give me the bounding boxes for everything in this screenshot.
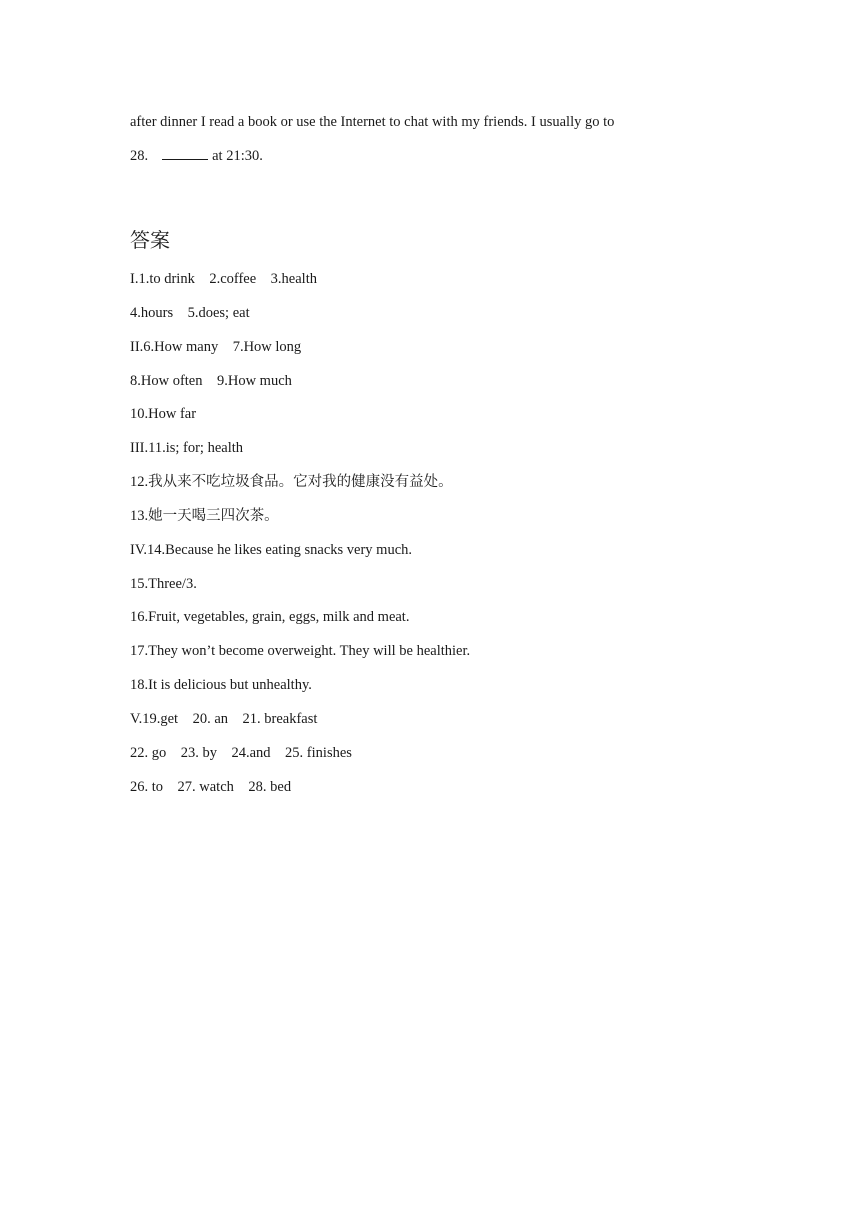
answer-line: IV.14.Because he likes eating snacks very much. xyxy=(130,542,412,558)
answer-line: I.1.to drink 2.coffee 3.health xyxy=(130,271,317,287)
answer-blank xyxy=(162,147,208,160)
answer-line: 12.我从来不吃垃圾食品。它对我的健康没有益处。 xyxy=(130,474,453,490)
answer-line: 13.她一天喝三四次茶。 xyxy=(130,508,279,524)
answer-line: 10.How far xyxy=(130,406,197,422)
answer-line: V.19.get 20. an 21. breakfast xyxy=(130,711,318,727)
answer-line: II.6.How many 7.How long xyxy=(130,339,302,355)
passage-line-2 xyxy=(130,147,263,165)
answer-line: 22. go 23. by 24.and 25. finishes xyxy=(130,745,352,761)
question-number: 28. xyxy=(130,148,149,164)
answer-line: 26. to 27. watch 28. bed xyxy=(130,779,292,795)
passage-line-1: after dinner I read a book or use the Internet to chat with my friends. I usually go to xyxy=(130,114,615,130)
answer-line: 4.hours 5.does; eat xyxy=(130,305,250,321)
answer-line: 15.Three/3. xyxy=(130,576,197,592)
answer-line: III.11.is; for; health xyxy=(130,440,244,456)
answer-line: 8.How often 9.How much xyxy=(130,373,292,389)
answer-line: 16.Fruit, vegetables, grain, eggs, milk and meat. xyxy=(130,609,410,625)
answer-line: 18.It is delicious but unhealthy. xyxy=(130,677,312,693)
answers-heading: 答案 xyxy=(130,228,170,252)
answer-line: 17.They won’t become overweight. They will be healthier. xyxy=(130,643,471,659)
passage-line-2-text: at 21:30. xyxy=(212,148,263,164)
